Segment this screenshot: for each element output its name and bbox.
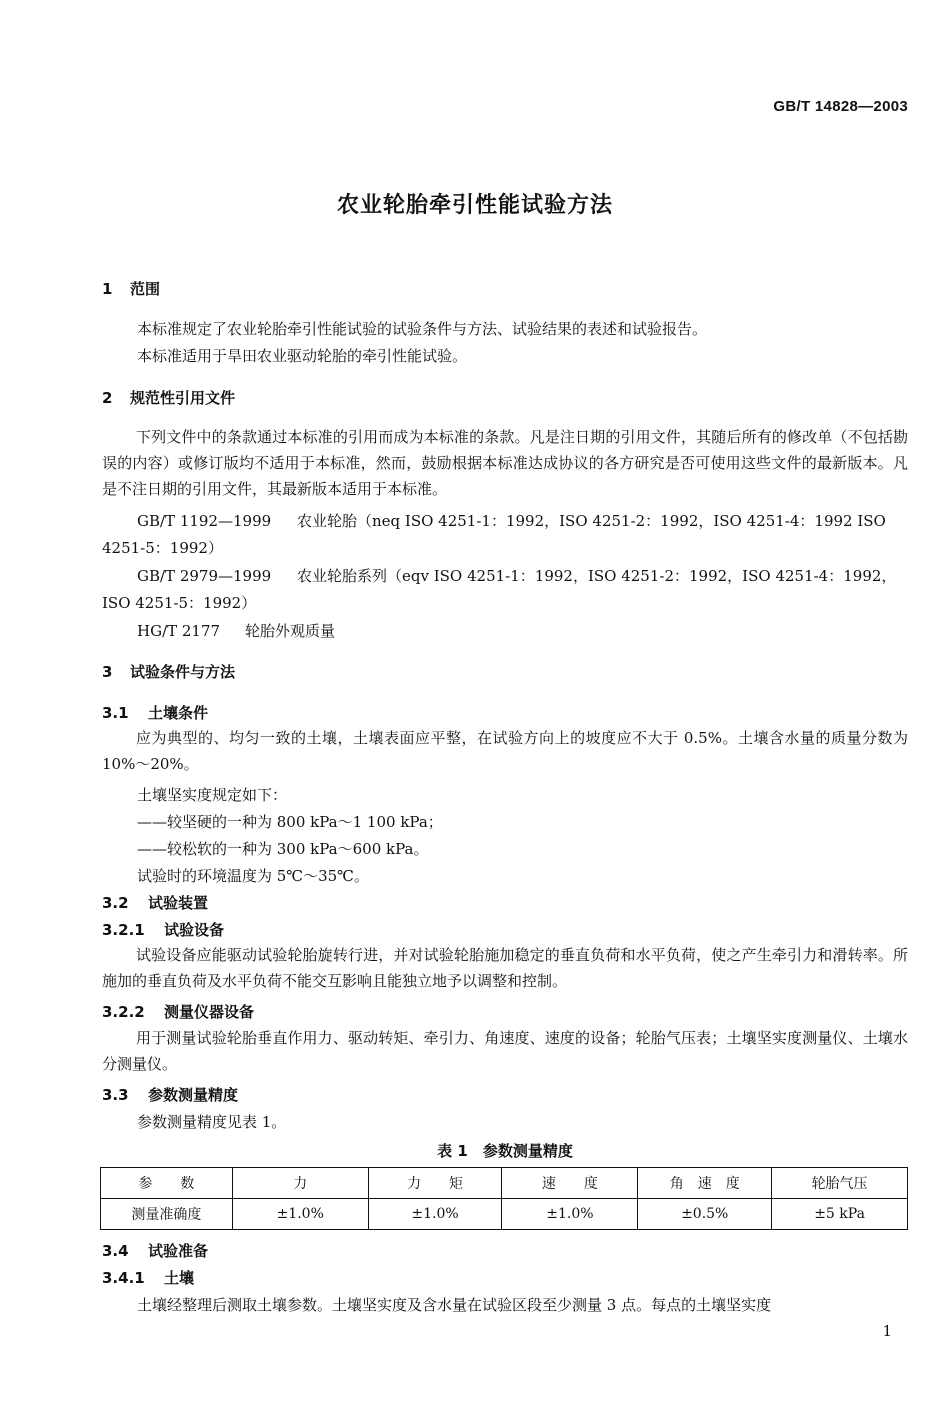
- table-cell: ±0.5%: [638, 1199, 772, 1230]
- reference-title: 农业轮胎（neq ISO 4251-1：1992，ISO 4251-2：1992，ISO 4251-4：1992 ISO: [297, 512, 886, 530]
- section-3-2-2-heading: [102, 1001, 254, 1022]
- page-title: 农业轮胎牵引性能试验方法: [336, 193, 613, 218]
- reference-title: 轮胎外观质量: [245, 622, 336, 640]
- section-title: 试验装置: [148, 894, 209, 912]
- section-number: 3.2.1: [102, 921, 145, 939]
- reference-continuation: 4251-5：1992）: [102, 539, 223, 557]
- paragraph: 应为典型的、均匀一致的土壤，土壤表面应平整，在试验方向上的坡度应不大于 0.5%。土壤含水量的质量分数为 10%～20%。: [102, 729, 908, 773]
- paragraph: 用于测量试验轮胎垂直作用力、驱动转矩、牵引力、角速度、速度的设备；轮胎气压表；土壤坚实度测量仪、土壤水分测量仪。: [102, 1029, 908, 1073]
- section-title: 土壤: [164, 1269, 195, 1287]
- section-number: 3.4.1: [102, 1269, 145, 1287]
- section-title: 规范性引用文件: [130, 389, 236, 407]
- section-number: 3.1: [102, 704, 129, 722]
- table-header-cell: 速 度: [502, 1168, 638, 1199]
- paragraph: 试验时的环境温度为 5℃～35℃。: [137, 867, 369, 885]
- paragraph: 本标准适用于旱田农业驱动轮胎的牵引性能试验。: [137, 347, 468, 365]
- section-number: 3.3: [102, 1086, 129, 1104]
- reference-continuation: ISO 4251-5：1992）: [102, 594, 257, 612]
- section-number: 2: [102, 389, 113, 407]
- section-3-4-1-heading: [102, 1267, 194, 1288]
- list-item: ——较坚硬的一种为 800 kPa～1 100 kPa；: [137, 813, 443, 831]
- section-3-2-1-heading: [102, 919, 224, 940]
- paragraph: 土壤坚实度规定如下：: [137, 786, 288, 804]
- section-number: 3.2: [102, 894, 129, 912]
- reference-item: [137, 565, 908, 586]
- section-1-heading: [102, 278, 160, 299]
- table-cell: 测量准确度: [101, 1199, 233, 1230]
- section-title: 试验条件与方法: [130, 663, 236, 681]
- standard-code: GB/T 14828—2003: [773, 98, 908, 115]
- table-header-cell: 角 速 度: [638, 1168, 772, 1199]
- section-number: 3: [102, 663, 113, 681]
- table-caption: 表 1 参数测量精度: [437, 1142, 573, 1160]
- paragraph: 下列文件中的条款通过本标准的引用而成为本标准的条款。凡是注日期的引用文件，其随后所有的修改单（不包括勘误的内容）或修订版均不适用于本标准，然而，鼓励根据本标准达成协议的各方研究是否可使用这些文件的最新版本。凡是不注日期的引用文件，其最新版本适用于本标准。: [102, 428, 908, 498]
- section-3-1-heading: [102, 702, 208, 723]
- section-2-heading: [102, 387, 235, 408]
- section-number: 1: [102, 280, 113, 298]
- table-header-cell: 力: [232, 1168, 368, 1199]
- table-header-cell: 轮胎气压: [772, 1168, 908, 1199]
- section-title: 试验设备: [164, 921, 225, 939]
- reference-code: GB/T 2979—1999: [137, 567, 272, 585]
- paragraph: 参数测量精度见表 1。: [137, 1113, 287, 1131]
- section-title: 测量仪器设备: [164, 1003, 255, 1021]
- page-number: 1: [882, 1322, 892, 1340]
- section-title: 试验准备: [148, 1242, 209, 1260]
- table-cell: ±1.0%: [368, 1199, 502, 1230]
- table-cell: ±1.0%: [232, 1199, 368, 1230]
- section-number: 3.4: [102, 1242, 129, 1260]
- paragraph: 土壤经整理后测取土壤参数。土壤坚实度及含水量在试验区段至少测量 3 点。每点的土壤坚实度: [137, 1296, 772, 1314]
- table-cell: ±1.0%: [502, 1199, 638, 1230]
- reference-code: GB/T 1192—1999: [137, 512, 272, 530]
- list-item: ——较松软的一种为 300 kPa～600 kPa。: [137, 840, 429, 858]
- section-3-heading: [102, 661, 235, 682]
- parameter-accuracy-table: [100, 1167, 908, 1230]
- section-title: 参数测量精度: [148, 1086, 239, 1104]
- paragraph: 本标准规定了农业轮胎牵引性能试验的试验条件与方法、试验结果的表述和试验报告。: [137, 320, 708, 338]
- reference-title: 农业轮胎系列（eqv ISO 4251-1：1992，ISO 4251-2：1992，ISO 4251-4：1992，: [297, 567, 897, 585]
- reference-item: [137, 620, 908, 641]
- reference-code: HG/T 2177: [137, 622, 221, 640]
- section-title: 土壤条件: [148, 704, 209, 722]
- table-header-cell: 参 数: [101, 1168, 233, 1199]
- paragraph: 试验设备应能驱动试验轮胎旋转行进，并对试验轮胎施加稳定的垂直负荷和水平负荷，使之产生牵引力和滑转率。所施加的垂直负荷及水平负荷不能交互影响且能独立地予以调整和控制。: [102, 946, 908, 990]
- table-header-row: [101, 1168, 908, 1199]
- section-3-3-heading: [102, 1084, 238, 1105]
- section-3-2-heading: [102, 892, 208, 913]
- table-header-cell: 力 矩: [368, 1168, 502, 1199]
- section-number: 3.2.2: [102, 1003, 145, 1021]
- table-row: [101, 1199, 908, 1230]
- table-cell: ±5 kPa: [772, 1199, 908, 1230]
- reference-item: [137, 510, 908, 531]
- section-3-4-heading: [102, 1240, 208, 1261]
- section-title: 范围: [130, 280, 161, 298]
